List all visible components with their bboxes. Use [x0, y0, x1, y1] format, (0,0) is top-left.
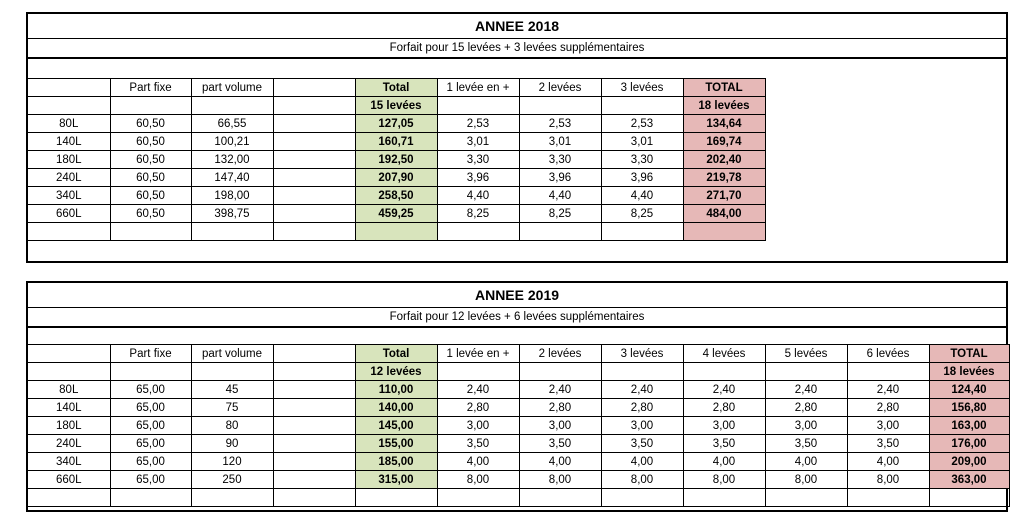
table-row-cell-8: 169,74 [683, 133, 765, 151]
table-row-cell-2: 147,40 [191, 169, 273, 187]
table-row-cell-0: 240L [28, 435, 110, 453]
subheader-row-cell-6 [519, 97, 601, 115]
table-row-cell-1: 65,00 [110, 471, 191, 489]
table-row-cell-6: 3,00 [519, 417, 601, 435]
table-row-cell-5: 8,00 [437, 471, 519, 489]
table-row-cell-8: 484,00 [683, 205, 765, 223]
table-row [28, 417, 1009, 435]
table-row-cell-5: 3,30 [437, 151, 519, 169]
empty-cell [683, 489, 765, 507]
table-row [28, 471, 1009, 489]
table-row [28, 133, 765, 151]
table-row-cell-9: 8,00 [765, 471, 847, 489]
table-row-cell-7: 4,40 [601, 187, 683, 205]
subheader-row-cell-3 [273, 363, 355, 381]
table-row [28, 187, 765, 205]
table-row [28, 453, 1009, 471]
table-row-cell-4: 258,50 [355, 187, 437, 205]
table-row-cell-0: 140L [28, 133, 110, 151]
table-row-cell-0: 180L [28, 151, 110, 169]
table-row-cell-7: 3,01 [601, 133, 683, 151]
table-row-cell-10: 2,40 [847, 381, 929, 399]
table-row-cell-10: 3,00 [847, 417, 929, 435]
table-row-cell-3 [273, 205, 355, 223]
table-row-cell-6: 2,80 [519, 399, 601, 417]
header-row-cell-9: 5 levées [765, 345, 847, 363]
empty-cell [683, 223, 765, 241]
table-row-cell-7: 3,30 [601, 151, 683, 169]
empty-cell [110, 489, 191, 507]
table-row-cell-1: 60,50 [110, 187, 191, 205]
table-2018-block [26, 12, 1008, 263]
table-row-cell-10: 3,50 [847, 435, 929, 453]
subheader-row-cell-5 [437, 97, 519, 115]
empty-cell [273, 489, 355, 507]
table-row-cell-2: 66,55 [191, 115, 273, 133]
empty-cell [355, 489, 437, 507]
subtitle-2018: Forfait pour 15 levées + 3 levées supplémentaires [28, 39, 1006, 59]
table-row-cell-2: 250 [191, 471, 273, 489]
year-title-2019: ANNEE 2019 [28, 283, 1006, 308]
header-row-cell-2: part volume [191, 79, 273, 97]
empty-cell [28, 223, 110, 241]
table-row-cell-3 [273, 115, 355, 133]
table-row-cell-0: 180L [28, 417, 110, 435]
table-row-cell-4: 459,25 [355, 205, 437, 223]
subheader-row-cell-4: 15 levées [355, 97, 437, 115]
subheader-row-cell-11: 18 levées [929, 363, 1009, 381]
subheader-row-cell-2 [191, 363, 273, 381]
subheader-row-cell-2 [191, 97, 273, 115]
table-row-cell-6: 8,25 [519, 205, 601, 223]
table-row-cell-4: 185,00 [355, 453, 437, 471]
table-row-cell-3 [273, 151, 355, 169]
subheader-row [28, 97, 765, 115]
table-row-cell-4: 110,00 [355, 381, 437, 399]
table-row-cell-8: 202,40 [683, 151, 765, 169]
header-row-cell-0 [28, 79, 110, 97]
empty-cell [929, 489, 1009, 507]
table-row-cell-9: 3,00 [765, 417, 847, 435]
subtitle-2019: Forfait pour 12 levées + 6 levées supplémentaires [28, 308, 1006, 328]
table-row-cell-4: 155,00 [355, 435, 437, 453]
table-row-cell-6: 3,01 [519, 133, 601, 151]
subheader-row-cell-4: 12 levées [355, 363, 437, 381]
table-row-cell-6: 3,30 [519, 151, 601, 169]
table-row-cell-1: 65,00 [110, 399, 191, 417]
table-row [28, 115, 765, 133]
table-row-cell-3 [273, 435, 355, 453]
table-row-cell-5: 3,50 [437, 435, 519, 453]
table-row-cell-1: 65,00 [110, 453, 191, 471]
empty-cell [273, 223, 355, 241]
header-row-cell-7: 3 levées [601, 345, 683, 363]
header-row-cell-2: part volume [191, 345, 273, 363]
table-row-cell-6: 4,40 [519, 187, 601, 205]
table-row-cell-11: 363,00 [929, 471, 1009, 489]
table-2019-block [26, 281, 1008, 512]
table-row [28, 205, 765, 223]
table-row-cell-7: 2,80 [601, 399, 683, 417]
table-row [28, 169, 765, 187]
table-row-cell-9: 3,50 [765, 435, 847, 453]
table-row-cell-7: 8,00 [601, 471, 683, 489]
table-row-cell-5: 2,53 [437, 115, 519, 133]
table-row-cell-11: 124,40 [929, 381, 1009, 399]
table-row-cell-1: 60,50 [110, 133, 191, 151]
table-row-cell-0: 340L [28, 453, 110, 471]
table-row-cell-0: 340L [28, 187, 110, 205]
header-row-cell-4: Total [355, 345, 437, 363]
header-row-cell-5: 1 levée en + [437, 345, 519, 363]
table-row-cell-2: 80 [191, 417, 273, 435]
table-row-cell-5: 4,40 [437, 187, 519, 205]
table-row-cell-3 [273, 471, 355, 489]
table-row-cell-8: 3,00 [683, 417, 765, 435]
subheader-row-cell-7 [601, 97, 683, 115]
table-row-cell-3 [273, 169, 355, 187]
pricing-table-2018 [28, 78, 766, 241]
table-row-cell-11: 176,00 [929, 435, 1009, 453]
header-row-cell-3 [273, 79, 355, 97]
header-row-cell-10: 6 levées [847, 345, 929, 363]
table-row-cell-8: 134,64 [683, 115, 765, 133]
table-row-cell-6: 2,53 [519, 115, 601, 133]
table-row-cell-3 [273, 453, 355, 471]
table-row-cell-1: 60,50 [110, 151, 191, 169]
table-row-cell-2: 75 [191, 399, 273, 417]
table-row-cell-3 [273, 417, 355, 435]
table-row-cell-1: 65,00 [110, 417, 191, 435]
table-row-cell-1: 65,00 [110, 381, 191, 399]
table-row-cell-1: 60,50 [110, 205, 191, 223]
table-row-cell-7: 3,96 [601, 169, 683, 187]
table-row-cell-7: 2,40 [601, 381, 683, 399]
header-row-cell-1: Part fixe [110, 345, 191, 363]
table-row-cell-8: 271,70 [683, 187, 765, 205]
header-row [28, 79, 765, 97]
table-row-cell-4: 140,00 [355, 399, 437, 417]
header-row-cell-0 [28, 345, 110, 363]
table-row-cell-9: 4,00 [765, 453, 847, 471]
header-row [28, 345, 1009, 363]
subheader-row [28, 363, 1009, 381]
table-row-cell-5: 8,25 [437, 205, 519, 223]
table-row-cell-10: 2,80 [847, 399, 929, 417]
header-row-cell-8: 4 levées [683, 345, 765, 363]
table-row-cell-2: 198,00 [191, 187, 273, 205]
subheader-row-cell-9 [765, 363, 847, 381]
table-row-cell-2: 120 [191, 453, 273, 471]
table-row-cell-4: 145,00 [355, 417, 437, 435]
subheader-row-cell-10 [847, 363, 929, 381]
table-row-cell-7: 2,53 [601, 115, 683, 133]
subheader-row-cell-7 [601, 363, 683, 381]
table-row-cell-0: 240L [28, 169, 110, 187]
table-row-cell-2: 398,75 [191, 205, 273, 223]
pricing-table-2019 [28, 344, 1010, 507]
table-row-cell-10: 8,00 [847, 471, 929, 489]
table-row-cell-6: 8,00 [519, 471, 601, 489]
subheader-row-cell-0 [28, 97, 110, 115]
table-row-cell-2: 100,21 [191, 133, 273, 151]
table-row [28, 151, 765, 169]
header-row-cell-5: 1 levée en + [437, 79, 519, 97]
header-row-cell-4: Total [355, 79, 437, 97]
empty-cell [519, 223, 601, 241]
table-row-cell-5: 4,00 [437, 453, 519, 471]
table-row-cell-8: 8,00 [683, 471, 765, 489]
empty-cell [437, 489, 519, 507]
table-row-cell-5: 2,80 [437, 399, 519, 417]
year-title-2018: ANNEE 2018 [28, 14, 1006, 39]
empty-cell [847, 489, 929, 507]
table-row-cell-3 [273, 187, 355, 205]
subheader-row-cell-0 [28, 363, 110, 381]
table-row-cell-1: 65,00 [110, 435, 191, 453]
empty-cell [601, 223, 683, 241]
table-row-cell-4: 315,00 [355, 471, 437, 489]
table-row-cell-1: 60,50 [110, 115, 191, 133]
header-row-cell-6: 2 levées [519, 345, 601, 363]
table-row-cell-2: 132,00 [191, 151, 273, 169]
table-row-cell-8: 219,78 [683, 169, 765, 187]
table-row-cell-7: 3,00 [601, 417, 683, 435]
table-row [28, 435, 1009, 453]
table-row-cell-9: 2,80 [765, 399, 847, 417]
subheader-row-cell-1 [110, 97, 191, 115]
table-row-cell-6: 3,50 [519, 435, 601, 453]
table-row-cell-8: 3,50 [683, 435, 765, 453]
table-row-cell-5: 3,01 [437, 133, 519, 151]
header-row-cell-6: 2 levées [519, 79, 601, 97]
subheader-row-cell-1 [110, 363, 191, 381]
empty-cell [110, 223, 191, 241]
empty-cell [191, 489, 273, 507]
table-row-cell-6: 4,00 [519, 453, 601, 471]
table-row-cell-5: 3,96 [437, 169, 519, 187]
header-row-cell-1: Part fixe [110, 79, 191, 97]
table-row-cell-4: 160,71 [355, 133, 437, 151]
subheader-row-cell-8: 18 levées [683, 97, 765, 115]
table-row-cell-10: 4,00 [847, 453, 929, 471]
table-row-cell-11: 163,00 [929, 417, 1009, 435]
subheader-row-cell-8 [683, 363, 765, 381]
table-row-cell-0: 80L [28, 115, 110, 133]
empty-cell [601, 489, 683, 507]
table-row-cell-3 [273, 133, 355, 151]
empty-row [28, 489, 1009, 507]
table-row-cell-6: 2,40 [519, 381, 601, 399]
header-row-cell-8: TOTAL [683, 79, 765, 97]
table-row-cell-7: 4,00 [601, 453, 683, 471]
empty-cell [191, 223, 273, 241]
subheader-row-cell-3 [273, 97, 355, 115]
table-row [28, 399, 1009, 417]
table-row-cell-4: 207,90 [355, 169, 437, 187]
table-row-cell-1: 60,50 [110, 169, 191, 187]
table-row-cell-2: 90 [191, 435, 273, 453]
table-row-cell-4: 192,50 [355, 151, 437, 169]
table-row-cell-8: 4,00 [683, 453, 765, 471]
empty-row [28, 223, 765, 241]
table-row-cell-0: 660L [28, 471, 110, 489]
table-row-cell-2: 45 [191, 381, 273, 399]
table-row-cell-6: 3,96 [519, 169, 601, 187]
header-row-cell-7: 3 levées [601, 79, 683, 97]
table-row-cell-8: 2,40 [683, 381, 765, 399]
table-row-cell-11: 209,00 [929, 453, 1009, 471]
table-row-cell-8: 2,80 [683, 399, 765, 417]
table-row-cell-5: 2,40 [437, 381, 519, 399]
header-row-cell-11: TOTAL [929, 345, 1009, 363]
table-row-cell-4: 127,05 [355, 115, 437, 133]
table-row-cell-7: 8,25 [601, 205, 683, 223]
empty-cell [28, 489, 110, 507]
empty-cell [519, 489, 601, 507]
subheader-row-cell-5 [437, 363, 519, 381]
table-row-cell-9: 2,40 [765, 381, 847, 399]
empty-cell [355, 223, 437, 241]
subheader-row-cell-6 [519, 363, 601, 381]
table-row-cell-0: 140L [28, 399, 110, 417]
table-row-cell-0: 660L [28, 205, 110, 223]
table-row-cell-5: 3,00 [437, 417, 519, 435]
table-row-cell-3 [273, 399, 355, 417]
table-row [28, 381, 1009, 399]
empty-cell [765, 489, 847, 507]
table-row-cell-7: 3,50 [601, 435, 683, 453]
empty-cell [437, 223, 519, 241]
header-row-cell-3 [273, 345, 355, 363]
table-row-cell-0: 80L [28, 381, 110, 399]
table-row-cell-11: 156,80 [929, 399, 1009, 417]
table-row-cell-3 [273, 381, 355, 399]
